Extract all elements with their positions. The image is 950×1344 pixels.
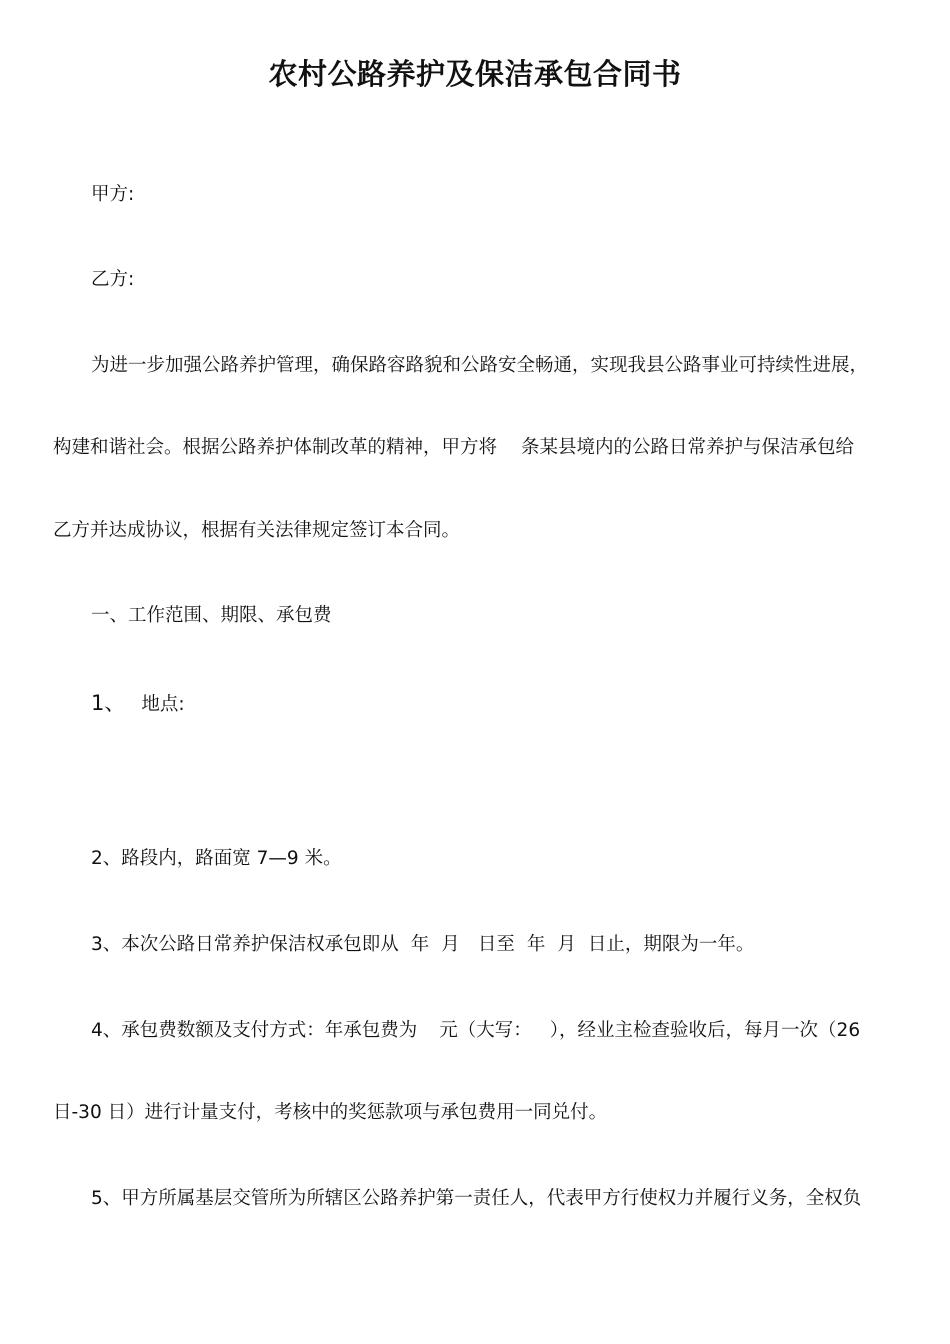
item-4-part-3: ），经业主检查验收后，每月一次（26 [549, 1020, 861, 1041]
item-3-day-to: 日至 [477, 934, 515, 955]
item-1-number: 1、 [91, 691, 126, 715]
intro-line-2-part-2: 条某县境内的公路日常养护与保洁承包给 [521, 437, 855, 458]
intro-line-1: 为进一步加强公路养护管理，确保路容路貌和公路安全畅通，实现我县公路事业可持续性进展， [91, 355, 869, 376]
item-3-part-1: 3、本次公路日常养护保洁权承包即从 [91, 934, 399, 955]
item-4-part-2: 元（大写： [439, 1020, 532, 1041]
intro-line-3: 乙方并达成协议，根据有关法律规定签订本合同。 [53, 520, 461, 541]
section-1-heading: 一、工作范围、期限、承包费 [91, 605, 332, 626]
item-4-part-1: 4、承包费数额及支付方式：年承包费为 [91, 1020, 418, 1041]
intro-line-2-part-1: 构建和谐社会。根据公路养护体制改革的精神，甲方将 [53, 437, 498, 458]
item-3-part-end: 日止，期限为一年。 [587, 934, 755, 955]
item-3-year-1: 年 [410, 934, 430, 955]
document-title: 农村公路养护及保洁承包合同书 [268, 57, 682, 91]
item-4-line-1 [53, 1016, 939, 1046]
intro-line-2 [53, 433, 901, 463]
item-3-line [53, 930, 939, 960]
party-a-line: 甲方: [91, 184, 135, 205]
item-3-year-2: 年 [526, 934, 546, 955]
party-b-line: 乙方: [91, 269, 135, 290]
item-5-line: 5、甲方所属基层交管所为所辖区公路养护第一责任人，代表甲方行使权力并履行义务，全权负 [91, 1188, 862, 1209]
item-4-line-2: 日-30 日）进行计量支付，考核中的奖惩款项与承包费用一同兑付。 [53, 1102, 608, 1123]
item-3-month-1: 月 [441, 934, 460, 955]
item-1-line [53, 688, 939, 720]
item-1-label: 地点: [141, 694, 185, 715]
item-3-month-2: 月 [557, 934, 576, 955]
item-2-line: 2、路段内，路面宽 7—9 米。 [91, 848, 342, 869]
